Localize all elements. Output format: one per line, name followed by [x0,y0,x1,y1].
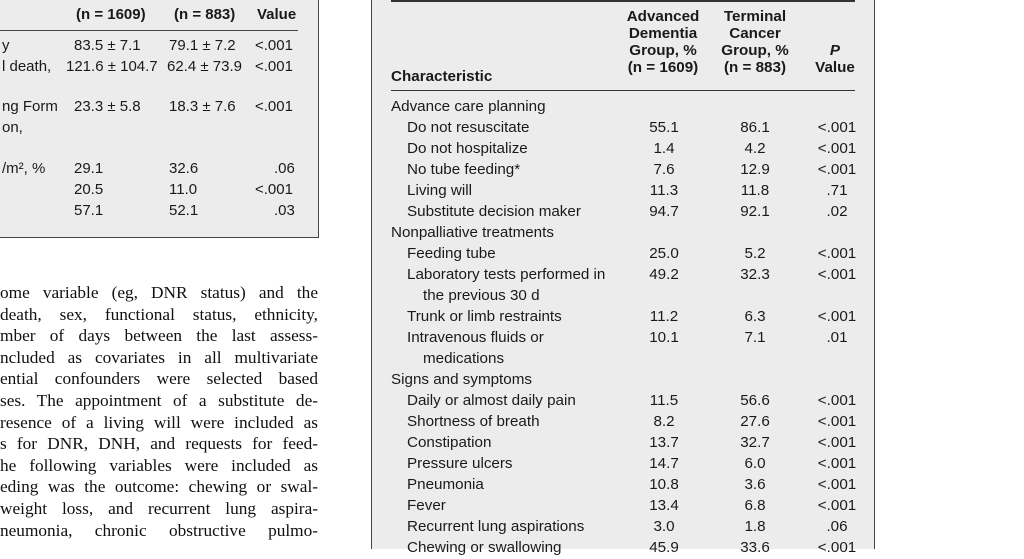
t1-row-label: y [2,37,10,54]
t2-cell-dementia: 10.1 [649,329,679,346]
t2-header-line: Group, % [721,42,789,59]
body-line: ncluded as covariates in all multivariate [0,347,318,367]
t2-cell-cancer: 92.1 [740,203,770,220]
row-label-cont: medications [423,350,505,367]
row-label: Daily or almost daily pain [407,392,576,409]
t1-row-label: /m², % [2,160,46,177]
t1-cell: <.001 [255,37,293,54]
row-label: Pneumonia [407,476,484,493]
t2-cell-dementia: 13.4 [649,497,679,514]
t2-cell-cancer: 86.1 [740,119,770,136]
t2-cell-p: <.001 [817,539,857,556]
t2-cell-p: .06 [826,518,848,535]
table-row [372,328,874,367]
body-line: resence of a living will were included as [0,412,318,432]
body-line: eding was the outcome: chewing or swal- [0,477,318,497]
t2-cell-dementia: 14.7 [649,455,679,472]
t2-header-line: (n = 883) [723,59,787,76]
body-line: neumonia, chronic obstructive pulmo- [0,520,318,540]
t2-cell-dementia: 25.0 [649,245,679,262]
section-heading-row [372,223,874,244]
body-line: ses. The appointment of a substitute de- [0,390,318,410]
t2-cell-cancer: 11.8 [740,182,770,199]
t2-cell-dementia: 13.7 [649,434,679,451]
t2-cell-p: <.001 [817,266,857,283]
t2-cell-p: .71 [826,182,848,199]
t2-cell-cancer: 1.8 [744,518,766,535]
t1-cell: <.001 [255,98,293,115]
t2-header-characteristic: Characteristic [391,68,493,85]
row-label: Substitute decision maker [407,203,581,220]
t2-cell-cancer: 56.6 [740,392,770,409]
t2-header-line: P [829,42,841,59]
t2-header-line: Terminal [723,8,787,25]
t1-cell: 121.6 ± 104.7 [66,58,158,75]
t2-cell-dementia: 7.6 [653,161,675,178]
t1-cell: 62.4 ± 73.9 [167,58,242,75]
t2-cell-p: <.001 [817,476,857,493]
t1-cell: <.001 [255,181,293,198]
t2-cell-p: <.001 [817,119,857,136]
t2-cell-p: <.001 [817,434,857,451]
t2-header-rule [391,90,855,91]
t2-header-cancer [710,8,800,76]
t2-cell-p: <.001 [817,245,857,262]
t1-header-col1-n: (n = 1609) [76,6,146,23]
t2-cell-dementia: 94.7 [649,203,679,220]
t1-cell: 29.1 [74,160,104,177]
row-label: Constipation [407,434,492,451]
table-row [372,433,874,454]
row-label: Recurrent lung aspirations [407,518,585,535]
t1-cell: 20.5 [74,181,104,198]
t1-cell: 57.1 [74,202,104,219]
body-text-column [0,282,318,541]
body-line: he following variables were included as [0,455,318,475]
section-heading: Signs and symptoms [391,371,532,388]
t2-cell-p: <.001 [817,140,857,157]
row-label: Fever [407,497,446,514]
row-label-cont: the previous 30 d [423,287,540,304]
table-row [372,265,874,304]
row-label: Feeding tube [407,245,496,262]
table-row [372,181,874,202]
t2-cell-dementia: 11.2 [649,308,679,325]
row-label: Living will [407,182,472,199]
t2-header-line: Dementia [628,25,698,42]
t1-cell: 11.0 [169,181,198,198]
t2-cell-cancer: 6.8 [744,497,766,514]
t2-cell-cancer: 7.1 [744,329,766,346]
t1-row-label-cont: on, [2,119,23,136]
t2-cell-cancer: 32.3 [740,266,770,283]
table-row [372,202,874,223]
t2-cell-p: <.001 [817,161,857,178]
t2-cell-dementia: 11.3 [649,182,679,199]
table-row [372,517,874,538]
t1-header-rule [0,30,298,31]
t2-header-dementia [616,8,710,76]
t1-cell: 18.3 ± 7.6 [169,98,236,115]
row-label: Intravenous fluids or [407,329,544,346]
row-label: Pressure ulcers [407,455,513,472]
table-row [372,307,874,328]
row-label: Laboratory tests performed in [407,266,606,283]
t2-cell-p: <.001 [817,308,857,325]
t1-cell: 23.3 ± 5.8 [74,98,141,115]
row-label: Chewing or swallowing [407,539,562,556]
t2-cell-dementia: 49.2 [649,266,679,283]
t2-header-p [800,42,870,76]
section-heading-row [372,370,874,391]
t2-cell-p: <.001 [817,455,857,472]
t1-cell: <.001 [255,58,293,75]
table-row [372,454,874,475]
t1-cell: 32.6 [169,160,199,177]
section-heading-row [372,97,874,118]
t2-cell-cancer: 12.9 [740,161,770,178]
t2-cell-cancer: 4.2 [744,140,766,157]
table-row [372,475,874,496]
t2-cell-p: <.001 [817,413,857,430]
t2-cell-p: .02 [826,203,848,220]
t2-cell-cancer: 33.6 [740,539,770,556]
t2-cell-dementia: 3.0 [653,518,675,535]
t2-cell-dementia: 55.1 [649,119,679,136]
t1-row-label: l death, [2,58,52,75]
body-line: weight loss, and recurrent lung aspira- [0,498,318,518]
t2-cell-dementia: 11.5 [649,392,679,409]
t2-cell-dementia: 10.8 [649,476,679,493]
row-label: No tube feeding* [407,161,521,178]
t2-header-line: Cancer [729,25,781,42]
t2-cell-cancer: 3.6 [744,476,766,493]
section-heading: Nonpalliative treatments [391,224,554,241]
table-1-fragment [0,0,319,238]
t2-cell-dementia: 1.4 [653,140,675,157]
t2-header-line: (n = 1609) [627,59,699,76]
table-row [372,391,874,412]
t2-top-rule [391,0,855,2]
row-label: Trunk or limb restraints [407,308,562,325]
t1-header-col3: Value [257,6,297,23]
row-label: Shortness of breath [407,413,540,430]
t2-cell-p: <.001 [817,392,857,409]
t1-cell: .06 [274,160,295,177]
body-line: ential confounders were selected based [0,369,318,389]
section-heading: Advance care planning [391,98,546,115]
t1-cell: 79.1 ± 7.2 [169,37,236,54]
table-row [372,496,874,517]
row-label: Do not resuscitate [407,119,530,136]
table-row [372,412,874,433]
table-row [372,160,874,181]
table-row [372,139,874,160]
t1-row-label: ng Form [2,98,58,115]
t1-cell: 52.1 [169,202,199,219]
t2-cell-cancer: 27.6 [740,413,770,430]
table-2 [371,0,875,556]
t2-cell-cancer: 6.3 [744,308,766,325]
t2-header-line: Advanced [626,8,700,25]
t1-header-col2-n: (n = 883) [174,6,236,23]
t1-cell: 83.5 ± 7.1 [74,37,141,54]
t2-cell-dementia: 8.2 [653,413,675,430]
t2-cell-p: <.001 [817,497,857,514]
t1-cell: .03 [274,202,295,219]
t2-cell-cancer: 6.0 [744,455,766,472]
t2-cell-dementia: 45.9 [649,539,679,556]
body-line: s for DNR, DNH, and requests for feed- [0,434,318,454]
t2-cell-p: .01 [826,329,848,346]
t2-cell-cancer: 5.2 [744,245,766,262]
body-line: ome variable (eg, DNR status) and the [0,283,318,302]
body-line: mber of days between the last assess- [0,326,318,346]
table-row [372,118,874,139]
body-line: death, sex, functional status, ethnicity, [0,304,318,324]
t2-header-line: Group, % [629,42,697,59]
row-label: Do not hospitalize [407,140,528,157]
t2-header-line: Value [815,59,855,76]
table-row [372,244,874,265]
t2-cell-cancer: 32.7 [740,434,770,451]
